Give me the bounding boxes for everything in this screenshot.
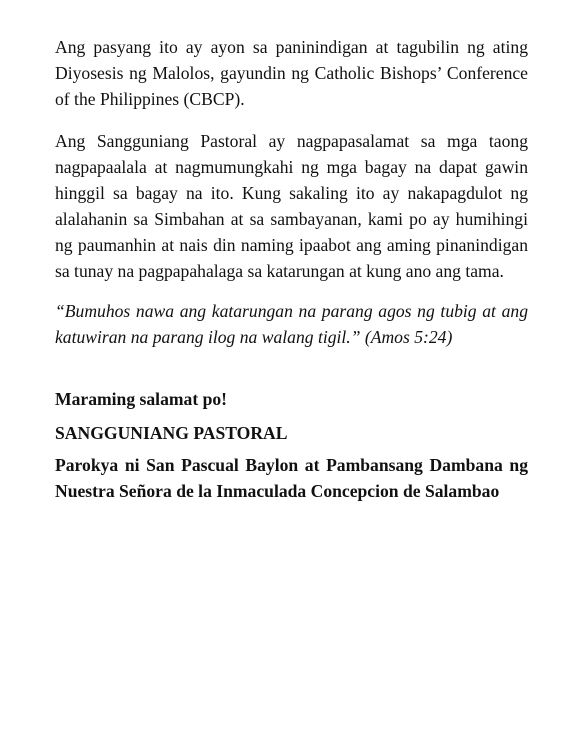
body-paragraph-1: Ang pasyang ito ay ayon sa paninindigan at tagubilin ng ating Diyosesis ng Malolos, gayundin ng Catholic Bishops’ Conference of the Philippines (CBCP). [55, 37, 528, 109]
organization-name: SANGGUNIANG PASTORAL [55, 423, 288, 443]
parish-name: Parokya ni San Pascual Baylon at Pambansang Dambana ng Nuestra Señora de la Inmaculada Concepcion de Salambao [55, 455, 528, 501]
bible-quote: “Bumuhos nawa ang katarungan na parang agos ng tubig at ang katuwiran na parang ilog na walang tigil.” (Amos 5:24) [55, 301, 528, 347]
closing-line: Maraming salamat po! [55, 389, 228, 409]
body-paragraph-2: Ang Sangguniang Pastoral ay nagpapasalamat sa mga taong nagpapaalala at nagmumungkahi ng mga bagay na dapat gawin hinggil sa bagay na ito. Kung sakaling ito ay nakapagdulot ng alalahanin sa Simbahan at sa sambayanan, kami po ay humihingi ng paumanhin at nais din naming ipaabot ang aming pinanindigan sa tunay na pagpapahalaga sa katarungan at kung ano ang tama. [55, 131, 528, 281]
document-page [55, 34, 528, 504]
